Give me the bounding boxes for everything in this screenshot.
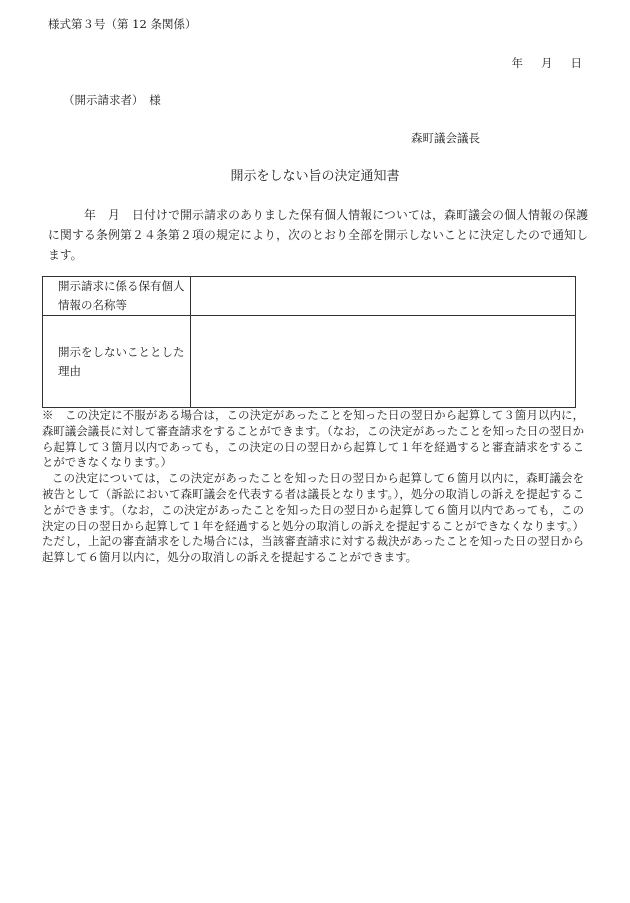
table-row-item-name [43,277,576,316]
table-row-reason [43,316,576,408]
addressee: （開示請求者） 様 [63,93,161,107]
notes-section [42,408,584,566]
body-paragraph: 年 月 日付けで開示請求のありました保有個人情報については，森町議会の個人情報の保護に関する条例第２４条第２項の規定により，次のとおり全部を開示しないことに決定したので通知します。 [48,208,588,262]
note-review-request: ※ この決定に不服がある場合は，この決定があったことを知った日の翌日から起算して３箇月以内に，森町議会議長に対して審査請求をすることができます。（なお，この決定があったことを知った日の翌日から起算して３箇月以内であっても，この決定の日の翌日から起算して１年を経過すると審査請求をすることができなくなります。） [42,408,584,470]
table-value-reason [191,316,576,408]
document-title: 開示をしない旨の決定通知書 [230,169,400,184]
date-day: 日 [570,56,582,70]
form-number-label: 様式第３号（第 12 条関係） [48,17,197,31]
sender: 森町議会議長 [411,131,480,145]
date-year: 年 [511,56,523,70]
note-lawsuit: この決定については，この決定があったことを知った日の翌日から起算して６箇月以内に，森町議会を被告として（訴訟において森町議会を代表する者は議長となります。），処分の取消しの訴えを提起することができます。（なお，この決定があったことを知った日の翌日から起算して６箇月以内であっても，この決定の日の翌日から起算して１年を経過すると処分の取消しの訴えを提起することができなくなります。）ただし，上記の審査請求をした場合には，当該審査請求に対する裁決があったことを知った日の翌日から起算して６箇月以内に，処分の取消しの訴えを提起することができます。 [42,471,584,565]
table-label-item-name: 開示請求に係る保有個人情報の名称等 [43,277,191,316]
date-line [512,55,583,71]
date-month: 月 [541,56,553,70]
table-value-item-name [191,277,576,316]
table-label-reason: 開示をしないこととした理由 [43,316,191,408]
info-table [42,276,576,408]
